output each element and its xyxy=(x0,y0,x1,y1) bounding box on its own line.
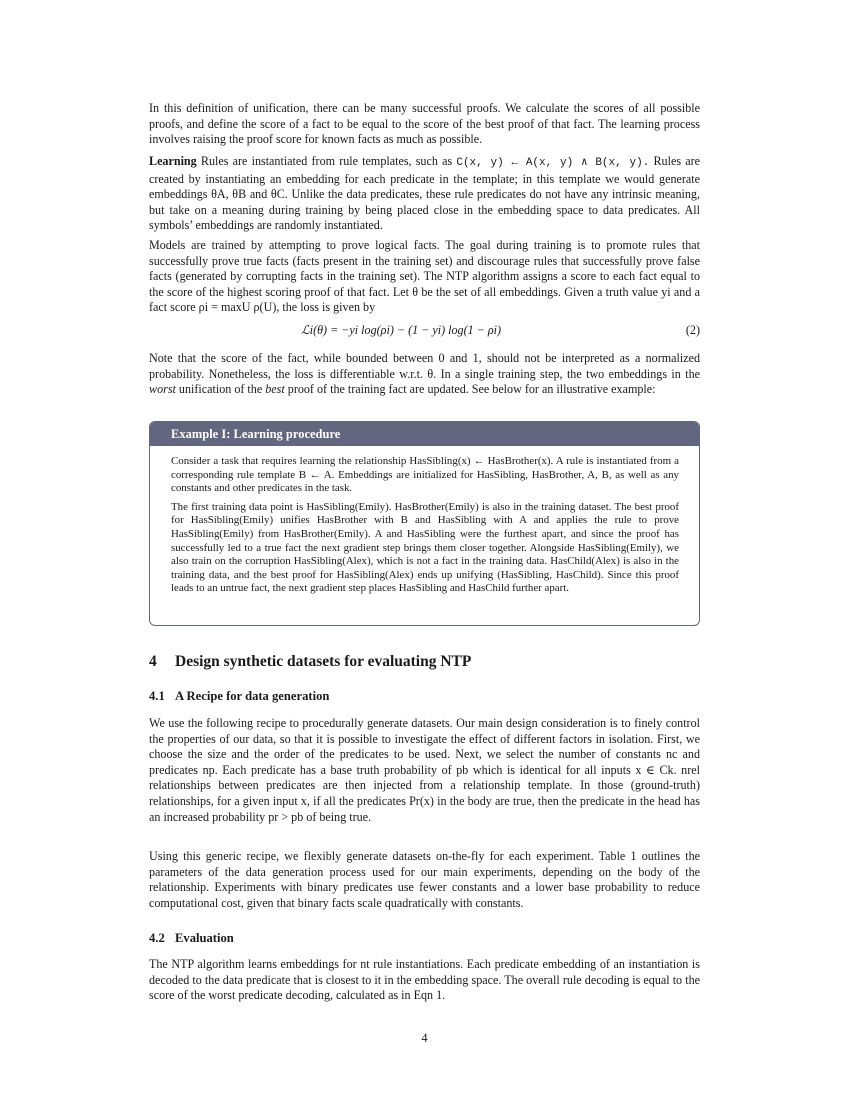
subsection-number: 4.1 xyxy=(149,689,165,703)
example-box-title: Example I: Learning procedure xyxy=(150,422,699,446)
equation-number: (2) xyxy=(685,323,700,337)
rule-template: C(x, y) ← A(x, y) ∧ B(x, y). xyxy=(456,157,650,169)
paragraph-score-note xyxy=(149,351,700,398)
paragraph-unification: In this definition of unification, there can be many successful proofs. We calculate the scores of all possible proofs, and define the score of a fact to be equal to the score of the best proof of that fact. The learning process involves raising the proof score for known facts as much as possible. xyxy=(149,101,700,147)
paragraph-recipe: We use the following recipe to procedurally generate datasets. Our main design consideration is to finely control the properties of our data, so that it is possible to investigate the effect of different factors in isolation. First, we choose the size and the order of the predicates to be used. Next, we select the number of constants nc and predicates np. Each predicate has a base truth probability of pb which is identical for all inputs x ∈ Ck. nrel relationships between predicates are then injected from a relationship template. In those (ground-truth) relationships, for a given input x, if all the predicates Pr(x) in the body are true, then the predicate in the head has an increased probability pr > pb of being true. xyxy=(149,716,700,824)
learning-run-in-heading: Learning xyxy=(149,154,197,168)
page-number: 4 xyxy=(421,1031,428,1045)
paragraph-training: Models are trained by attempting to prove logical facts. The goal during training is to promote rules that successfully prove true facts (facts present in the training set) and discourage rules that successfully prove false facts (generated by corrupting facts in the training set). The NTP algorithm assigns a score to each fact equal to the score of the highest scoring proof of that fact. Let θ be the set of all embeddings. Given a truth value yi and a fact score ρi = maxU ρ(U), the loss is given by xyxy=(149,238,700,315)
emphasis-best: best xyxy=(265,382,285,397)
score-note-text-b: unification of the xyxy=(178,382,263,397)
learning-text-b: Rules are created by instantiating an embedding for each predicate in the template; in this template we would generate embeddings θA, θB and θC. Unlike the data predicates, these rule predicates do not have any intrinsic meaning, but take on a meaning during training by being placed close in the embedding space to data predicates. All symbols’ embeddings are randomly instantiated. xyxy=(149,154,700,233)
section-number: 4 xyxy=(149,653,157,670)
subsection-number: 4.2 xyxy=(149,931,165,945)
subsection-title: A Recipe for data generation xyxy=(175,689,330,703)
paragraph-generic-recipe: Using this generic recipe, we flexibly generate datasets on-the-fly for each experiment. Table 1 outlines the parameters of the data generation process used for our main experiments, depending on the body of the relationship. Experiments with binary predicates use fewer constants and a lower base probability to reduce computational cost, given that binary facts scale quadratically with constants. xyxy=(149,849,700,910)
subsection-heading-recipe xyxy=(149,689,329,704)
learning-text-a: Rules are instantiated from rule templates, such as xyxy=(200,154,453,168)
equation-body: ℒi(θ) = −yi log(ρi) − (1 − yi) log(1 − ρi) xyxy=(301,323,502,337)
section-title: Design synthetic datasets for evaluating NTP xyxy=(175,653,472,670)
example-paragraph-1: Consider a task that requires learning the relationship HasSibling(x) ← HasBrother(x). A rule is instantiated from a corresponding rule template B ← A. Embeddings are initialized for HasSibling, HasBrother, A, B, as well as any constants and other predicates in the task. xyxy=(171,455,679,495)
example-box xyxy=(149,421,700,626)
paragraph-learning xyxy=(149,154,700,234)
example-paragraph-2: The first training data point is HasSibling(Emily). HasBrother(Emily) is also in the training dataset. The best proof for HasSibling(Emily) unifies HasBrother with B and HasSibling with A and applies the rule to prove HasSibling(Emily) from HasBrother(Emily). A and HasSibling were the furthest apart, and since the proof has successfully led to a true fact the next gradient step brings them closer together. Alongside HasSibling(Emily), we also train on the corruption HasSibling(Alex), which is not a fact in the training data. HasChild(Alex) is also in the training data, and the best proof for HasSibling(Alex) ends up unifying (HasSibling, HasChild). Since this proof leads to an untrue fact, the next gradient step places HasSibling and HasChild further apart. xyxy=(171,500,679,595)
example-box-body xyxy=(150,446,699,596)
score-note-text-c: proof of the training fact are updated. See below for an illustrative example: xyxy=(287,382,656,397)
paragraph-evaluation: The NTP algorithm learns embeddings for nt rule instantiations. Each predicate embedding of an instantiation is decoded to the data predicate that is closest to it in the embedding space. The overall rule decoding is equal to the score of the worst predicate decoding, calculated as in Eqn 1. xyxy=(149,957,700,1003)
emphasis-worst: worst xyxy=(149,382,176,397)
subsection-title: Evaluation xyxy=(175,931,234,945)
section-heading xyxy=(149,653,471,671)
score-note-text-a: Note that the score of the fact, while bounded between 0 and 1, should not be interpreted as a normalized probability. Nonetheless, the loss is differentiable w.r.t. θ. In a single training step, the two embeddings in the xyxy=(149,351,700,381)
subsection-heading-evaluation xyxy=(149,931,234,946)
equation-2 xyxy=(149,323,700,341)
